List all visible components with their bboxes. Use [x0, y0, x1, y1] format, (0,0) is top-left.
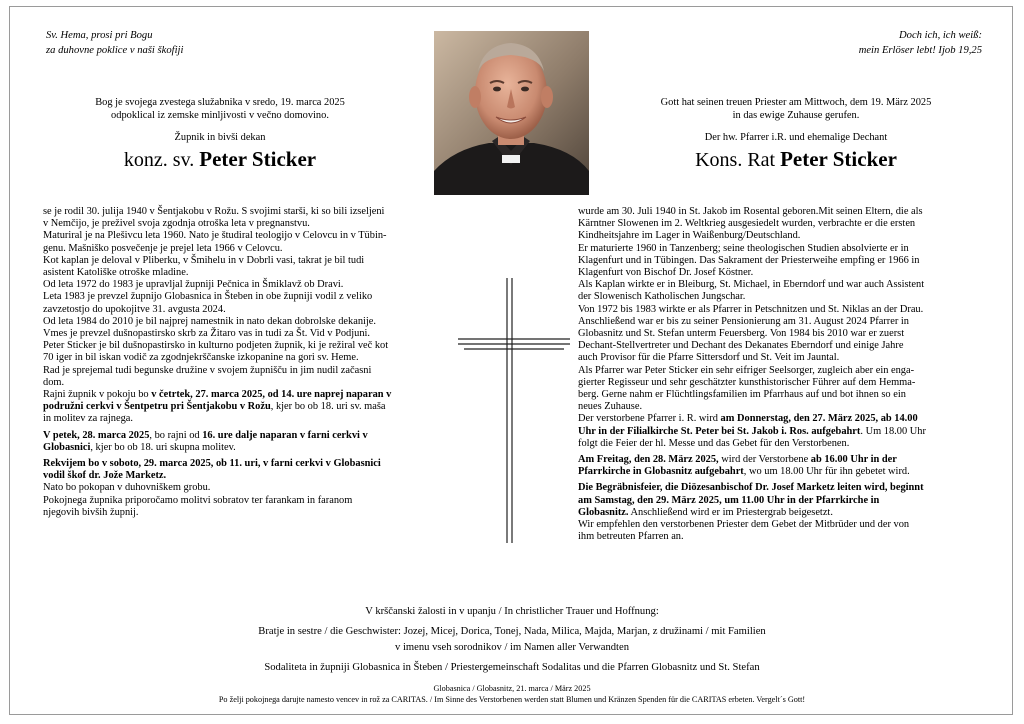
- de-bio-line: Als Pfarrer war Peter Sticker ein sehr eifriger Seelsorger, zugleich aber ein enga-: [578, 364, 915, 376]
- de-bio-line: neues Zuhause.: [578, 401, 643, 413]
- de-friday-date: Am Freitag, den 28. März 2025,: [578, 454, 719, 466]
- de-bio-line: der Slowenisch Katholischen Jungschar.: [578, 291, 746, 303]
- footer: [20, 684, 1004, 705]
- sl-biography: [43, 206, 445, 340]
- de-funeral-place: Globasnitz.: [578, 506, 629, 518]
- de-bio-line: Kindheitsjahre im Lager in Waißenburg/Deutschland.: [578, 230, 801, 242]
- de-announcement-line-1: Gott hat seinen treuen Priester am Mittwoch, dem 19. März 2025: [660, 97, 932, 108]
- sl-bio-line: asistent Katoliške otroške mladine.: [43, 267, 189, 279]
- de-name-prefix: Kons. Rat: [695, 149, 776, 171]
- sl-header: [20, 96, 420, 172]
- portrait-photo: [434, 31, 589, 195]
- sl-name-prefix: konz. sv.: [123, 149, 195, 171]
- de-bio-line: berg. Gerne nahm er Flüchtlingsfamilien im Pfarrhaus auf und bot ihnen so ein: [578, 389, 906, 401]
- sl-pastoral-line: Rad je sprejemal tudi begunske družine v svojem župnišču in jim nudil začasni: [43, 364, 372, 376]
- de-bio-line: Als Kaplan wirkte er in Bleiburg, St. Michael, in Eberndorf und war auch Assistent: [578, 279, 925, 291]
- sl-viewing-friday: [43, 430, 445, 454]
- sl-bio-line: Od leta 1984 do 2010 je bil najprej namestnik in nato dekan dobrolske dekanije.: [43, 315, 376, 327]
- de-viewing-mass: folgt die Feier der hl. Messe und das Gebet für den Verstorbenen.: [578, 437, 850, 449]
- de-bio-line: gierter Regisseur und sehr geschätzter kunsthistorischer Führer auf dem Hemma-: [578, 376, 916, 388]
- sl-burial: Nato bo pokopan v duhovniškem grobu.: [43, 482, 211, 494]
- sl-viewing-intro: Rajni župnik v pokoju bo: [43, 389, 152, 401]
- sl-viewing-place: podružni cerkvi v Šentpetru pri Šentjakobu v Rožu: [43, 401, 271, 413]
- sl-friday-time: 16. ure dalje naparan v farni cerkvi v: [202, 429, 368, 441]
- de-funeral: [578, 482, 980, 519]
- cross-icon: [458, 278, 570, 543]
- top-left-verse: [46, 28, 306, 58]
- de-viewing-mass-time: . Um 18.00 Uhr: [860, 425, 926, 437]
- de-name: Peter Sticker: [780, 147, 897, 171]
- sl-friday-place: Globasnici: [43, 441, 91, 453]
- de-friday-place: Pfarrkirche in Globasnitz aufgebahrt: [578, 466, 744, 478]
- top-left-line-1: Sv. Hema, prosi pri Bogu: [46, 30, 153, 41]
- de-burial: Anschließend wird er im Priestergrab beigesetzt.: [628, 506, 833, 518]
- sl-closing-line: njegovih bivših župnij.: [43, 506, 139, 518]
- sl-announcement-line-1: Bog je svojega zvestega služabnika v sredo, 19. marca 2025: [95, 97, 345, 108]
- footer-date: Globasnica / Globasnitz, 21. marca / März 2025: [433, 684, 591, 693]
- de-bio-line: Anschließend war er bis zu seiner Pensionierung am 31. August 2024 Pfarrer in: [578, 315, 909, 327]
- de-friday-text: wird der Verstorbene: [718, 454, 811, 466]
- sl-announcement-line-2: odpoklical iz zemske minljivosti v večno domovino.: [111, 110, 329, 121]
- sl-deceased-name: [20, 147, 420, 172]
- sl-bio-line: v Nemčijo, je preživel svoja zgodnja otroška leta v pregnanstvu.: [43, 218, 310, 230]
- sl-bio-line: se je rodil 30. julija 1940 v Šentjakobu v Rožu. S svojimi starši, ki so bili izseljeni: [43, 206, 385, 217]
- mourners: [20, 604, 1004, 676]
- sl-bio-line: Maturiral je na Plešivcu leta 1960. Nato je študiral teologijo v Celovcu in v Tübin-: [43, 230, 387, 242]
- de-biography: [578, 206, 980, 413]
- top-left-line-2: za duhovne poklice v naši škofiji: [46, 45, 184, 56]
- sl-bio-line: zavzetostjo do upokojitve 31. avgusta 2024.: [43, 303, 226, 315]
- sl-closing: [43, 495, 445, 519]
- portrait-image: [434, 31, 589, 195]
- mourners-sodalitas: Sodaliteta in župniji Globasnica in Šteben / Priestergemeinschaft Sodalitas und die Pfarren Globasnitz und St. Stefan: [264, 661, 760, 673]
- sl-pastoral-line: dom.: [43, 376, 65, 388]
- de-viewing-thursday: [578, 413, 980, 450]
- sl-body: [43, 206, 445, 519]
- sl-pastoral-line: 70 iger in bil iskan vodič za zgodnjekrščanske izkopanine na gori sv. Heme.: [43, 352, 359, 364]
- sl-requiem: [43, 458, 445, 495]
- de-body: [578, 206, 980, 543]
- de-bio-line: auch Provisor für die Pfarre Sittersdorf und St. Veit im Jauntal.: [578, 352, 840, 364]
- de-bio-line: Von 1972 bis 1983 wirkte er als Pfarrer in Petschnitzen und St. Niklas an der Drau.: [578, 303, 924, 315]
- sl-pastoral-line: Peter Sticker je bil dušnopastirsko in kulturno podjeten župnik, ki je režiral več kot: [43, 340, 389, 352]
- mourners-heading: V krščanski žalosti in v upanju / In christlicher Trauer und Hoffnung:: [365, 606, 659, 617]
- de-bio-line: Globasnitz und St. Stefan unterm Feuersberg. Von 1984 bis 2010 war er zuerst: [578, 328, 905, 340]
- de-closing-line: Wir empfehlen den verstorbenen Priester dem Gebet der Mitbrüder und der von: [578, 519, 910, 531]
- sl-requiem-celebrant: vodil škof dr. Jože Marketz.: [43, 470, 167, 482]
- sl-viewing-prayer: in molitev za rajnega.: [43, 413, 134, 425]
- de-friday-prayer: , wo um 18.00 Uhr für ihn gebetet wird.: [743, 466, 910, 478]
- de-bio-line: Dechant-Stellvertreter und Dechant des Dekanates Eberndorf und einige Jahre: [578, 340, 904, 352]
- sl-viewing-date: v četrtek, 27. marca 2025, od 14. ure naprej naparan v: [151, 389, 392, 401]
- de-closing: [578, 519, 980, 543]
- de-bio-line: Kärntner Slowenen im 2. Weltkrieg ausgesiedelt wurden, verbrachte er die ersten: [578, 218, 916, 230]
- sl-role: Župnik in bivši dekan: [174, 132, 266, 143]
- sl-closing-line: Pokojnega župnika priporočamo molitvi sobratov ter farankam in faranom: [43, 494, 353, 506]
- sl-friday-prayer: , kjer bo ob 18. uri skupna molitev.: [90, 441, 236, 453]
- sl-name: Peter Sticker: [199, 147, 317, 171]
- de-viewing-date: am Donnerstag, den 27. März 2025, ab 14.00: [720, 413, 918, 425]
- de-friday-time: ab 16.00 Uhr in der: [810, 454, 897, 466]
- sl-bio-line: Vmes je prevzel dušnopastirsko skrb za Žitaro vas in tudi za Št. Vid v Podjuni.: [43, 328, 371, 340]
- mourners-siblings: Bratje in sestre / die Geschwister: Jozej, Micej, Dorica, Tonej, Nada, Milica, Majda, Marjan, z družinami / mit Familien: [258, 625, 766, 637]
- sl-friday-date: V petek, 28. marca 2025: [43, 429, 150, 441]
- sl-viewing-thursday: [43, 389, 445, 426]
- sl-viewing-mass: , kjer bo ob 18. uri sv. maša: [270, 401, 386, 413]
- sl-pastoral-paragraph: [43, 340, 445, 389]
- de-closing-line: ihm betreuten Pfarren an.: [578, 531, 684, 543]
- de-bio-line: Klagenfurt und in Tübingen. Das Sakrament der Priesterweihe empfing er 1966 in: [578, 254, 920, 266]
- de-bio-line: Er maturierte 1960 in Tanzenberg; seine theologischen Studien absolvierte er in: [578, 242, 909, 254]
- de-header: [600, 96, 992, 172]
- de-funeral-celebrant: Die Begräbnisfeier, die Diözesanbischof Dr. Josef Marketz leiten wird, beginnt: [578, 482, 924, 494]
- footer-caritas-note: Po želji pokojnega darujte namesto vencev in rož za CARITAS. / Im Sinne des Verstorbenen werden statt Blumen und Kränzen Spenden für die CARITAS erbeten. Vergelt´s Gott!: [218, 694, 806, 704]
- de-bio-line: Klagenfurt von Bischof Dr. Josef Köstner.: [578, 267, 754, 279]
- de-viewing-friday: [578, 454, 980, 478]
- de-viewing-place: Uhr in der Filialkirche St. Peter bei St. Jakob i. Ros. aufgebahrt: [578, 425, 861, 437]
- sl-bio-line: Leta 1983 je prevzel župnijo Globasnica in Šteben in obe župniji vodil z veliko: [43, 291, 373, 303]
- sl-bio-line: Od leta 1972 do 1983 je upravljal župniji Pečnica in Šmiklavž ob Dravi.: [43, 279, 344, 291]
- sl-bio-line: Kot kaplan je deloval v Pliberku, v Šmihelu in v Dobrli vasi, takrat je bil tudi: [43, 254, 365, 266]
- de-announcement-line-2: in das ewige Zuhause gerufen.: [732, 110, 860, 121]
- sl-friday-text: , bo rajni od: [149, 429, 203, 441]
- top-right-line-2: mein Erlöser lebt! Ijob 19,25: [858, 45, 982, 56]
- top-right-verse: [720, 28, 982, 58]
- de-viewing-intro: Der verstorbene Pfarrer i. R. wird: [578, 413, 721, 425]
- de-role: Der hw. Pfarrer i.R. und ehemalige Dechant: [704, 132, 888, 143]
- mourners-relatives: v imenu vseh sorodnikov / im Namen aller Verwandten: [395, 642, 629, 653]
- de-bio-line: wurde am 30. Juli 1940 in St. Jakob im Rosental geboren.Mit seinen Eltern, die als: [578, 206, 923, 217]
- sl-bio-line: genu. Mašniško posvečenje je prejel leta 1966 v Celovcu.: [43, 242, 283, 254]
- de-funeral-date: am Samstag, den 29. März 2025, um 11.00 Uhr in der Pfarrkirche in: [578, 494, 880, 506]
- de-deceased-name: [600, 147, 992, 172]
- top-right-line-1: Doch ich, ich weiß:: [899, 30, 982, 41]
- sl-requiem-date: Rekvijem bo v soboto, 29. marca 2025, ob 11. uri, v farni cerkvi v Globasnici: [43, 458, 381, 470]
